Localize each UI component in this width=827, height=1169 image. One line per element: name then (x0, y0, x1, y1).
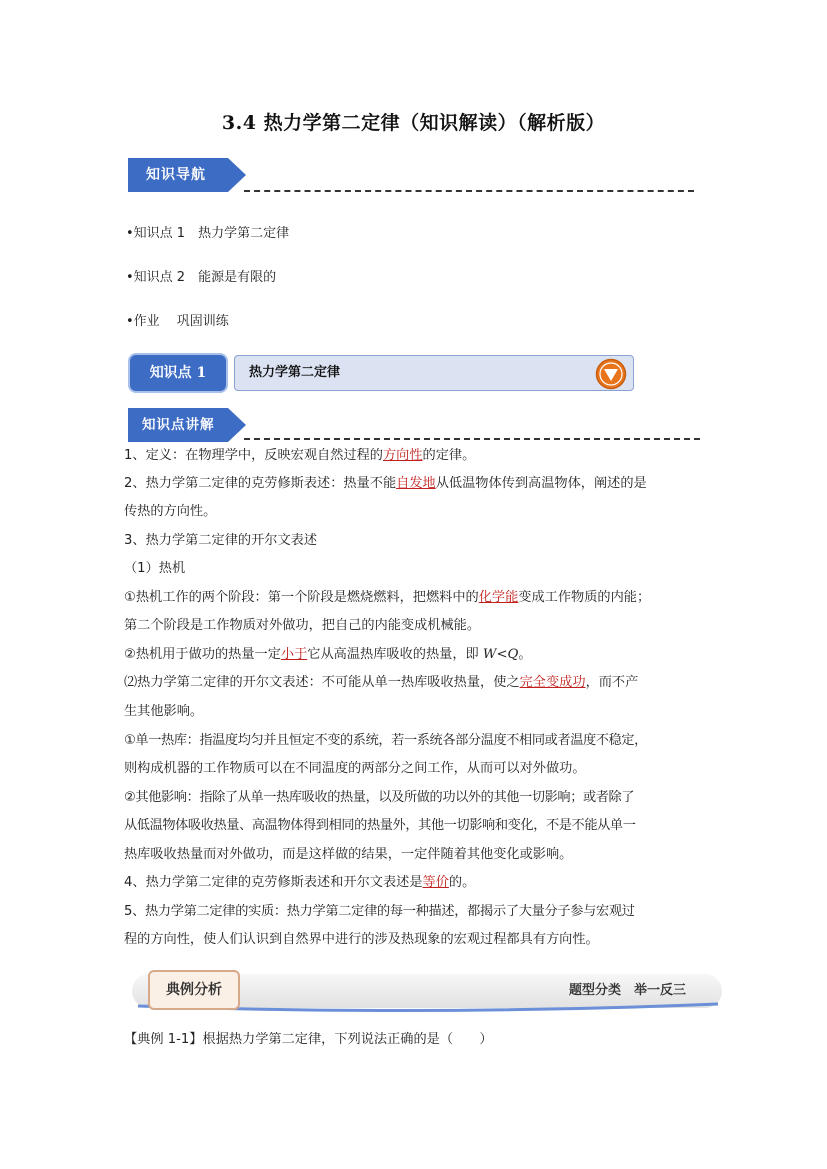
content-line: （1）热机 (124, 561, 186, 576)
content-line: 从低温物体吸收热量、高温物体得到相同的热量外，其他一切影响和变化，不是不能从单一 (124, 818, 636, 833)
explain-banner (128, 408, 248, 442)
content-line: 5、热力学第二定律的实质：热力学第二定律的每一种描述，都揭示了大量分子参与宏观过 (124, 904, 635, 919)
knowledge-point-title: 热力学第二定律 (249, 365, 341, 380)
content-line: 传热的方向性。 (124, 504, 217, 519)
highlight-term: 完全变成功 (519, 675, 586, 690)
nav-divider (244, 190, 694, 192)
highlight-term: 方向性 (382, 448, 423, 463)
content-line: 2、热力学第二定律的克劳修斯表述：热量不能自发地从低温物体传到高温物体，阐述的是 (124, 476, 647, 491)
nav-banner (128, 158, 248, 192)
highlight-term: 化学能 (478, 590, 519, 605)
toc-item-1[interactable]: •知识点 1 热力学第二定律 (126, 226, 290, 241)
content-line: ②热机用于做功的热量一定小于它从高温热库吸收的热量，即 W<Q。 (124, 647, 532, 662)
example-bar-subtitle: 题型分类 举一反三 (568, 983, 686, 998)
content-line: 4、热力学第二定律的克劳修斯表述和开尔文表述是等价的。 (124, 875, 476, 890)
explain-banner-label: 知识点讲解 (142, 417, 215, 433)
content-line: ②其他影响：指除了从单一热库吸收的热量，以及所做的功以外的其他一切影响；或者除了 (124, 790, 635, 805)
content-line: 生其他影响。 (124, 704, 204, 719)
page-title: 3.4 热力学第二定律（知识解读）（解析版） (221, 112, 606, 134)
content-line: ①热机工作的两个阶段：第一个阶段是燃烧燃料，把燃料中的化学能变成工作物质的内能； (124, 590, 651, 605)
highlight-term: 等价 (422, 875, 449, 890)
content-line: ①单一热库：指温度均匀并且恒定不变的系统，若一系统各部分温度不相同或者温度不稳定， (124, 733, 647, 748)
chevron-down-icon[interactable] (595, 358, 627, 390)
formula: W<Q (482, 647, 519, 662)
content-line: 第二个阶段是工作物质对外做功，把自己的内能变成机械能。 (124, 618, 481, 633)
content-line: ⑵热力学第二定律的开尔文表述：不可能从单一热库吸收热量，使之完全变成功，而不产 (124, 675, 639, 690)
content-line: 热库吸收热量而对外做功，而是这样做的结果，一定伴随着其他变化或影响。 (124, 847, 573, 862)
example-analysis-bar (128, 968, 726, 1014)
content-line: 则构成机器的工作物质可以在不同温度的两部分之间工作，从而可以对外做功。 (124, 761, 586, 776)
toc-item-2[interactable]: •知识点 2 能源是有限的 (126, 270, 277, 285)
content-line: 3、热力学第二定律的开尔文表述 (124, 533, 318, 548)
example-question: 【典例 1-1】根据热力学第二定律，下列说法正确的是（ ） (124, 1032, 493, 1047)
toc-item-3[interactable]: •作业 巩固训练 (126, 314, 229, 329)
knowledge-point-badge: 知识点 1 (130, 355, 226, 391)
nav-banner-label: 知识导航 (146, 167, 206, 183)
explain-divider (244, 438, 700, 440)
example-analysis-label: 典例分析 (148, 970, 240, 1010)
content-line: 1、定义：在物理学中，反映宏观自然过程的方向性的定律。 (124, 448, 476, 463)
highlight-term: 自发地 (396, 476, 436, 491)
content-line: 程的方向性，使人们认识到自然界中进行的涉及热现象的宏观过程都具有方向性。 (124, 932, 599, 947)
highlight-term: 小于 (280, 647, 308, 662)
knowledge-point-bar[interactable] (234, 355, 634, 391)
